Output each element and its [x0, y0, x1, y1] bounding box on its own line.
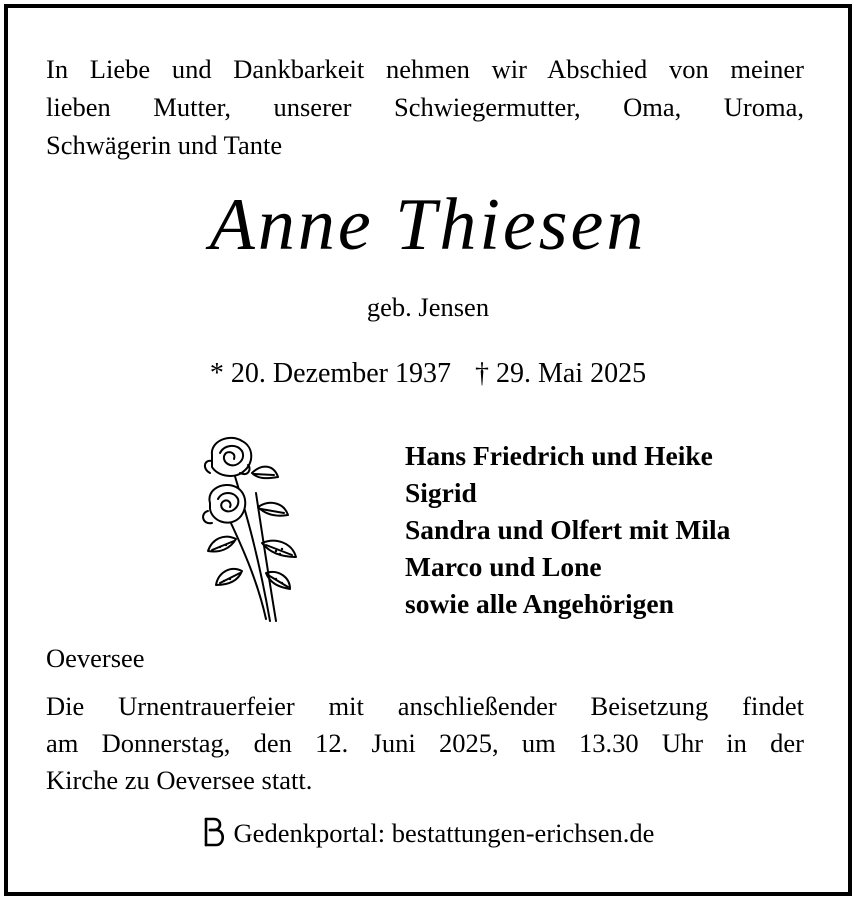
mourner-line: Sigrid	[405, 477, 477, 508]
birth-date: * 20. Dezember 1937	[209, 358, 451, 389]
service-line-3: Kirche zu Oeversee statt.	[46, 765, 313, 795]
service-line-1: Die Urnentrauerfeier mit anschließender Beisetzung findet	[46, 691, 804, 721]
place: Oeversee	[46, 643, 145, 673]
service-line-2: am Donnerstag, den 12. Juni 2025, um 13.30 Uhr in der	[46, 728, 804, 758]
funeral-home-logo-icon	[202, 815, 228, 849]
deceased-name: Anne Thiesen	[209, 184, 647, 266]
memorial-portal	[0, 814, 856, 852]
death-date: † 29. Mai 2025	[474, 358, 647, 389]
intro-line-1: In Liebe und Dankbarkeit nehmen wir Abschied von meiner	[46, 54, 804, 84]
mourners-list	[405, 437, 825, 622]
intro-line-2: lieben Mutter, unserer Schwiegermutter, Oma, Uroma,	[46, 92, 804, 122]
mourner-line: Sandra und Olfert mit Mila	[405, 514, 731, 545]
intro-line-3: Schwägerin und Tante	[46, 130, 283, 160]
mourner-line: Marco und Lone	[405, 551, 602, 582]
birth-name: geb. Jensen	[366, 292, 490, 322]
mourner-line: Hans Friedrich und Heike	[405, 440, 713, 471]
life-dates	[0, 355, 856, 393]
memorial-portal-text: Gedenkportal: bestattungen-erichsen.de	[233, 818, 655, 848]
mourner-line: sowie alle Angehörigen	[405, 588, 674, 619]
rose-icon	[196, 433, 306, 625]
intro-text	[46, 50, 804, 164]
service-text	[46, 688, 804, 799]
